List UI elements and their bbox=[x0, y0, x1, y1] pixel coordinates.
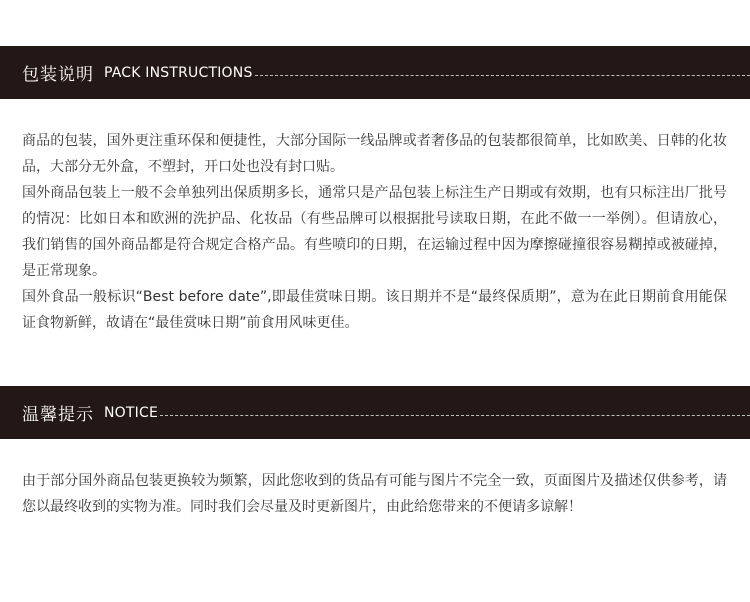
pack-paragraph: 国外食品一般标识“Best before date”,即最佳赏味日期。该日期并不是“最终保质期”，意为在此日期前食用能保证食物新鲜，故请在“最佳赏味日期”前食用风味更佳。 bbox=[22, 289, 727, 331]
notice-title-cn: 温馨提示 bbox=[22, 405, 94, 425]
pack-instructions-header bbox=[0, 46, 750, 99]
notice-header bbox=[0, 386, 750, 439]
pack-paragraph: 国外商品包装上一般不会单独列出保质期多长，通常只是产品包装上标注生产日期或有效期，也有只标注出厂批号的情况：比如日本和欧洲的洗护品、化妆品（有些品牌可以根据批号读取日期，在此不做一一举例）。但请放心，我们销售的国外商品都是符合规定合格产品。有些喷印的日期，在运输过程中因为摩擦碰撞很容易糊掉或被碰掉，是正常现象。 bbox=[22, 185, 727, 279]
notice-body bbox=[22, 468, 727, 520]
header-dashed-divider bbox=[255, 75, 750, 76]
pack-title-en: PACK INSTRUCTIONS bbox=[104, 64, 253, 81]
pack-instructions-body bbox=[22, 128, 727, 336]
pack-paragraph: 商品的包装，国外更注重环保和便捷性，大部分国际一线品牌或者奢侈品的包装都很简单，比如欧美、日韩的化妆品，大部分无外盒，不塑封，开口处也没有封口贴。 bbox=[22, 133, 727, 175]
notice-title-en: NOTICE bbox=[104, 404, 158, 421]
pack-title-cn: 包装说明 bbox=[22, 65, 94, 85]
header-dashed-divider bbox=[160, 415, 750, 416]
notice-paragraph: 由于部分国外商品包装更换较为频繁，因此您收到的货品有可能与图片不完全一致，页面图片及描述仅供参考，请您以最终收到的实物为准。同时我们会尽量及时更新图片，由此给您带来的不便请多谅解！ bbox=[22, 473, 727, 515]
